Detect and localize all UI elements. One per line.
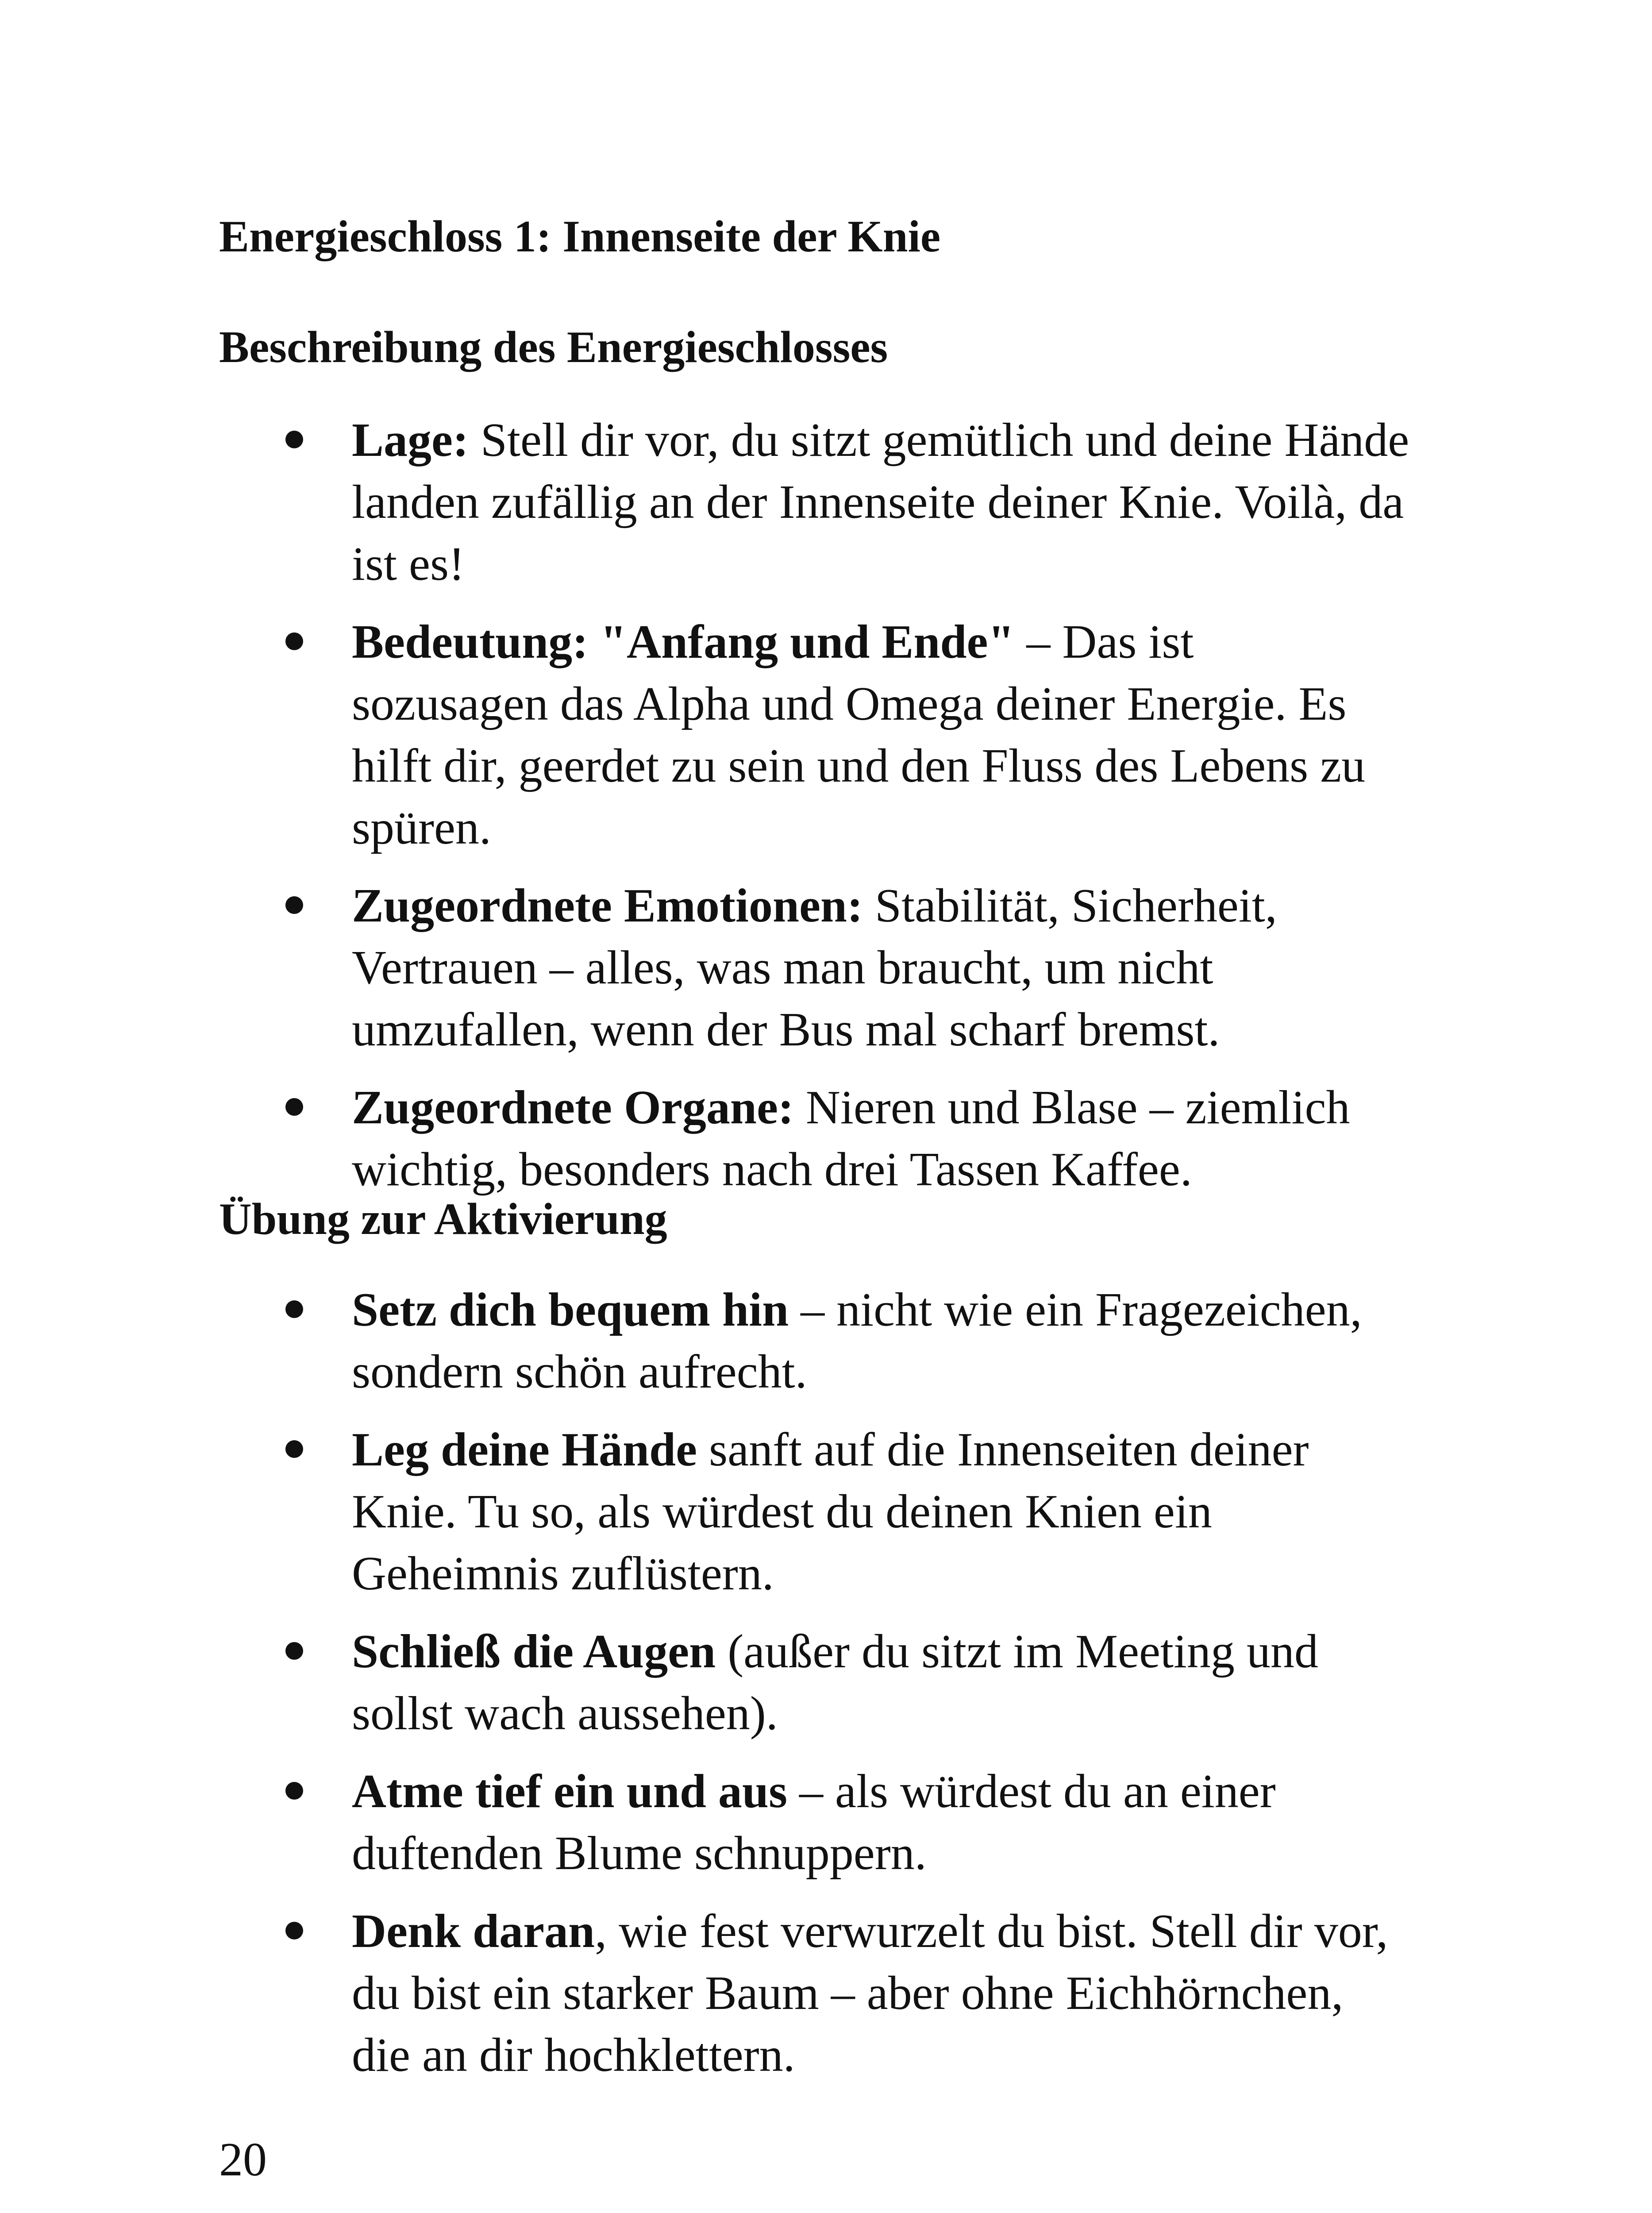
- item-label: Setz dich bequem hin: [352, 1284, 789, 1336]
- page-title: Energieschloss 1: Innenseite der Knie: [219, 212, 941, 262]
- item-text: Stabilität, Sicherheit,: [863, 879, 1277, 932]
- list-item: [352, 875, 1458, 1061]
- item-text: – Das ist: [1014, 616, 1194, 668]
- item-text: – nicht wie ein Fragezeichen,: [789, 1284, 1362, 1336]
- item-text: Stell dir vor, du sitzt gemütlich und deine Hände: [468, 414, 1409, 467]
- section-heading-description: Beschreibung des Energieschlosses: [219, 322, 888, 372]
- list-item: [352, 1621, 1458, 1745]
- item-text: sozusagen das Alpha und Omega deiner Energie. Es: [352, 678, 1347, 730]
- item-text: landen zufällig an der Innenseite deiner Knie. Voilà, da: [352, 476, 1404, 528]
- item-text: sondern schön aufrecht.: [352, 1346, 807, 1398]
- bullet-icon: [285, 896, 303, 914]
- item-text: sanft auf die Innenseiten deiner: [697, 1423, 1309, 1476]
- item-text: umzufallen, wenn der Bus mal scharf bremst.: [352, 1003, 1220, 1056]
- bullet-icon: [285, 1782, 303, 1800]
- item-text: Nieren und Blase – ziemlich: [793, 1081, 1350, 1134]
- item-text: Knie. Tu so, als würdest du deinen Knien ein: [352, 1485, 1212, 1538]
- list-item: [352, 1901, 1458, 2086]
- page-number: 20: [219, 2133, 267, 2186]
- item-text: wichtig, besonders nach drei Tassen Kaffee.: [352, 1143, 1192, 1196]
- list-item: [352, 1761, 1458, 1885]
- item-text: (außer du sitzt im Meeting und: [716, 1625, 1318, 1678]
- item-text: ist es!: [352, 538, 465, 590]
- bullet-icon: [285, 632, 303, 650]
- item-text: spüren.: [352, 802, 491, 854]
- item-text: – als würdest du an einer: [787, 1765, 1276, 1818]
- item-label: Atme tief ein und aus: [352, 1765, 788, 1818]
- item-label: Denk daran: [352, 1905, 595, 1958]
- list-item: [352, 1077, 1458, 1201]
- bullet-icon: [285, 1440, 303, 1458]
- description-list: [352, 409, 1458, 1217]
- bullet-icon: [285, 1300, 303, 1318]
- section-heading-exercise: Übung zur Aktivierung: [219, 1194, 667, 1244]
- list-item: [352, 1419, 1458, 1605]
- bullet-icon: [285, 1098, 303, 1116]
- item-text: du bist ein starker Baum – aber ohne Eichhörnchen,: [352, 1967, 1344, 2020]
- list-item: [352, 409, 1458, 595]
- item-text: sollst wach aussehen).: [352, 1687, 778, 1740]
- item-text: hilft dir, geerdet zu sein und den Fluss des Lebens zu: [352, 740, 1366, 792]
- item-label: Zugeordnete Organe:: [352, 1081, 794, 1134]
- list-item: [352, 611, 1458, 859]
- item-label: Zugeordnete Emotionen:: [352, 879, 863, 932]
- item-text: die an dir hochklettern.: [352, 2029, 795, 2082]
- item-label: Leg deine Hände: [352, 1423, 697, 1476]
- item-text: Geheimnis zuflüstern.: [352, 1547, 774, 1600]
- item-label: Lage:: [352, 414, 469, 467]
- bullet-icon: [285, 1642, 303, 1660]
- item-text: , wie fest verwurzelt du bist. Stell dir vor,: [595, 1905, 1388, 1958]
- bullet-icon: [285, 431, 303, 448]
- exercise-list: [352, 1279, 1458, 2102]
- item-text: duftenden Blume schnuppern.: [352, 1827, 927, 1880]
- list-item: [352, 1279, 1458, 1403]
- item-text: Vertrauen – alles, was man braucht, um nicht: [352, 941, 1213, 994]
- item-label: Bedeutung: "Anfang und Ende": [352, 616, 1015, 668]
- bullet-icon: [285, 1922, 303, 1939]
- item-label: Schließ die Augen: [352, 1625, 716, 1678]
